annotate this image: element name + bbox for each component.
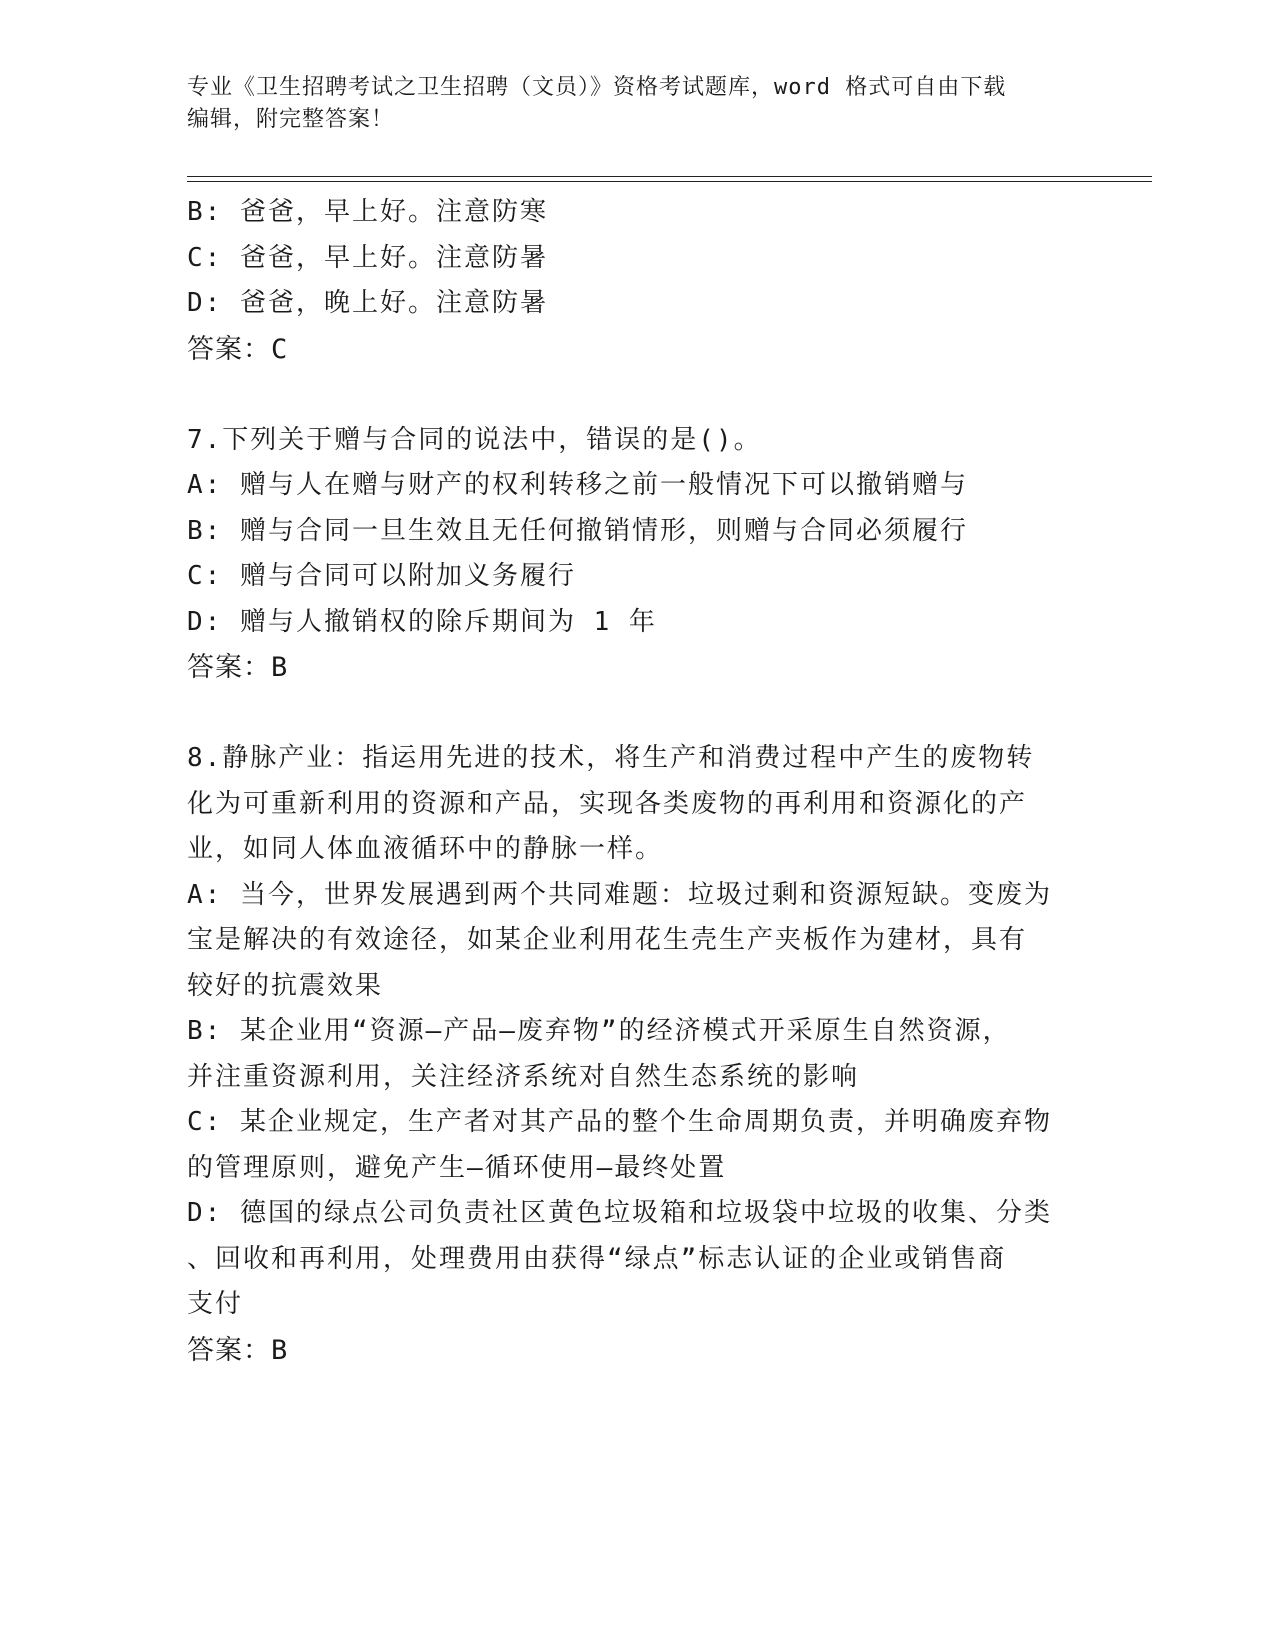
question-6 bbox=[187, 190, 1087, 372]
q7-option-c: C: 赠与合同可以附加义务履行 bbox=[187, 561, 576, 591]
q6-option-b: B: 爸爸，早上好。注意防寒 bbox=[187, 197, 548, 227]
q8-option-d-line-1: D: 德国的绿点公司负责社区黄色垃圾箱和垃圾袋中垃圾的收集、分类 bbox=[187, 1198, 1052, 1228]
q8-stem-line-3: 业，如同人体血液循环中的静脉一样。 bbox=[187, 834, 664, 864]
q8-option-b-line-2: 并注重资源利用，关注经济系统对自然生态系统的影响 bbox=[187, 1061, 860, 1092]
q8-option-b-line-1: B: 某企业用“资源—产品—废弃物”的经济模式开采原生自然资源， bbox=[187, 1016, 1011, 1046]
q8-option-d-line-2: 、回收和再利用，处理费用由获得“绿点”标志认证的企业或销售商 bbox=[187, 1243, 1007, 1274]
header-line-1: 专业《卫生招聘考试之卫生招聘（文员）》资格考试题库，word 格式可自由下载 bbox=[187, 75, 1007, 100]
q6-option-d: D: 爸爸，晚上好。注意防暑 bbox=[187, 288, 548, 318]
answer-value: B bbox=[271, 652, 289, 683]
q8-stem-line-1: 8.静脉产业：指运用先进的技术，将生产和消费过程中产生的废物转 bbox=[187, 743, 1035, 773]
q8-option-a-line-3: 较好的抗震效果 bbox=[187, 970, 384, 1001]
answer-value: C bbox=[271, 333, 289, 365]
q8-answer bbox=[187, 1328, 1087, 1374]
page-header bbox=[187, 72, 1087, 136]
header-rule-top bbox=[187, 176, 1152, 177]
answer-label: 答案： bbox=[187, 652, 271, 683]
question-7 bbox=[187, 418, 1087, 691]
document-body bbox=[187, 190, 1087, 1373]
q7-option-a: A: 赠与人在赠与财产的权利转移之前一般情况下可以撤销赠与 bbox=[187, 470, 968, 500]
spacer bbox=[187, 691, 1087, 737]
q7-answer bbox=[187, 645, 1087, 691]
q7-stem: 7.下列关于赠与合同的说法中，错误的是()。 bbox=[187, 424, 762, 455]
question-8 bbox=[187, 736, 1087, 1373]
q6-answer bbox=[187, 327, 1087, 373]
answer-label: 答案： bbox=[187, 333, 271, 365]
q8-option-a-line-2: 宝是解决的有效途径，如某企业利用花生壳生产夹板作为建材，具有 bbox=[187, 925, 1028, 955]
q6-option-c: C: 爸爸，早上好。注意防暑 bbox=[187, 242, 548, 273]
q7-option-d: D: 赠与人撤销权的除斥期间为 1 年 bbox=[187, 606, 657, 637]
q8-option-d-line-3: 支付 bbox=[187, 1289, 244, 1319]
header-rule-bottom bbox=[187, 181, 1152, 182]
q8-option-c-line-1: C: 某企业规定，生产者对其产品的整个生命周期负责，并明确废弃物 bbox=[187, 1107, 1052, 1137]
header-line-2: 编辑，附完整答案！ bbox=[187, 107, 395, 132]
spacer bbox=[187, 372, 1087, 418]
answer-value: B bbox=[271, 1334, 289, 1366]
q8-option-a-line-1: A: 当今，世界发展遇到两个共同难题：垃圾过剩和资源短缺。变废为 bbox=[187, 879, 1052, 910]
q8-stem-line-2: 化为可重新利用的资源和产品，实现各类废物的再利用和资源化的产 bbox=[187, 788, 1028, 819]
q8-option-c-line-2: 的管理原则，避免产生—循环使用—最终处置 bbox=[187, 1152, 727, 1183]
answer-label: 答案： bbox=[187, 1334, 271, 1366]
q7-option-b: B: 赠与合同一旦生效且无任何撤销情形，则赠与合同必须履行 bbox=[187, 515, 968, 546]
